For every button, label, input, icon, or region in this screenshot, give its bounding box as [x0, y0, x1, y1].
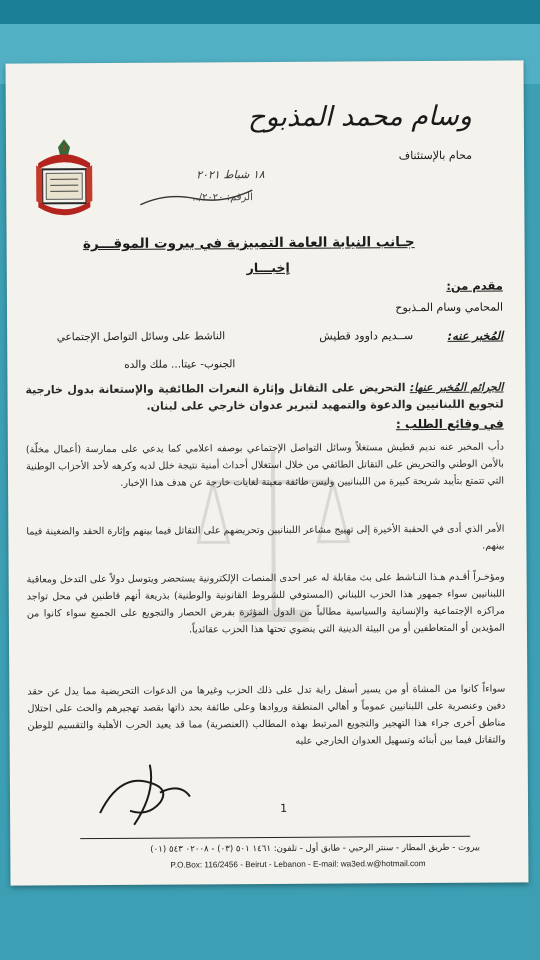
document-page [5, 60, 528, 885]
accused-address: الجنوب- عيتا... ملك والده [124, 358, 236, 371]
accused-label: المُخبر عنه: [447, 328, 504, 343]
crimes-block [25, 379, 503, 416]
addressee: جـانب النيابة العامة التمييزية في بيروت الموقـــرة [82, 234, 415, 253]
facts-paragraph: دأب المخبر عنه نديم قطيش مستغلاً وسائل التواصل الإجتماعي بوصفه اعلامي كما يدعي على ممارسة (أعمال مخلّة) بالأمن الوطني والتحريض على التقاتل الطائفي من خلال استغلال أحداث أمنية نتيجة خلل لديه وكرهه لأحد الأحزاب الوطنية التي تتمتع بتأييد شريحة كبيرة من اللبنانيين وليس طائفة معينة لغايات خارجة عن هدف هذا الإخبار. [25, 441, 505, 489]
date-line: ١٨ شباط ٢٠٢١ [196, 168, 265, 182]
reference-number: الرقم: ٢٠٢٠/.. [192, 192, 253, 204]
complainant-label: مقدم من: [446, 278, 503, 293]
crimes-label: الجرائم المُخبر عنها: [409, 380, 504, 395]
footer-contact: P.O.Box: 116/2456 - Beirut - Lebanon - E-mail: wa3ed.w@hotmail.com [170, 859, 426, 870]
crimes-text: التحريض على التقاتل وإثارة النعرات الطائفية والإستعانة بدول خارجية لتجويع اللبنانيين والدعوة والتمهيد لتبرير عدوان خارجي على لبنان. [25, 381, 504, 413]
facts-paragraph: الأمر الذي أدى في الحقبة الأخيرة إلى تهييج مشاعر اللبنانيين وتحريضهم على التقاتل فيما بينهم وإثارة الحقد والضغينة فيما بينهم. [26, 523, 505, 552]
lawyer-title: محام بالإستئناف [398, 148, 473, 163]
facts-paragraph: ومؤخـراً أقـدم هـذا النـاشط على بث مقابلة له عبر احدى المنصات الإلكترونية يستحضر ويتوسل دولاً على التدخل ومعاقبة اللبنانيين سواء جمهور هذا الحزب اللبناني (المستوفي للشروط القانونية والوطنية) بذريعة أنهم قاطنين في محل تواجد مراكزه الإجتماعية والإنسانية والسياسية مطالباً من الدول المؤثرة بفرض الحصار والتجويع على الجميع سواء كانوا من المؤيدين أو المتعاطفين أو من البيئة الدينية التي ينضوي تحتها هذا الحزب عقائدياً. [26, 571, 505, 636]
lawyer-name: وسام محمد المذبوح [247, 100, 472, 134]
accused-name: ســديم داوود قطيش [319, 329, 414, 343]
document-type-heading: إخبـــار [246, 259, 290, 276]
page-number: 1 [280, 801, 288, 815]
accused-role: الناشط على وسائل التواصل الإجتماعي [56, 330, 226, 344]
bar-association-emblem-icon [32, 135, 97, 225]
footer-address: بيروت - طريق المطار - سنتر الرحبي - طابق أول - تلفون: ١٤٦١ ٥٠١ (٠٣) - ٠٢٠٠٨ ٥٤٣ (٠١) [150, 842, 481, 855]
footer-divider [80, 836, 470, 839]
facts-paragraph: سواءاً كانوا من المشاة أو من يسير أسفل راية تدل على ذلك الحزب وغيرها من الدعوات التحريضية مما يدل عن حقد دفين وعنصرية على اللبنانيين عموماً و أهالي المنطقة وروادها وعلى طائفة بحد ذاتها بقصد تهجيرهم والحث على احتلال مناطق أخرى جراء هذا التهجير والتجويع المرتبط بهذه المطالب (العنصرية) مما قد يعيد الحرب الأهلية والتقسيم للوطن والتقاتل فيما بين أبنائه وتسهيل العدوان الخارجي عليه [27, 683, 506, 747]
date-scribble-icon [136, 184, 256, 211]
complainant-name: المحامي وسام المـذبوح [395, 300, 504, 315]
facts-heading: في وقائع الطلب : [395, 416, 504, 432]
handwritten-signature [90, 752, 200, 833]
